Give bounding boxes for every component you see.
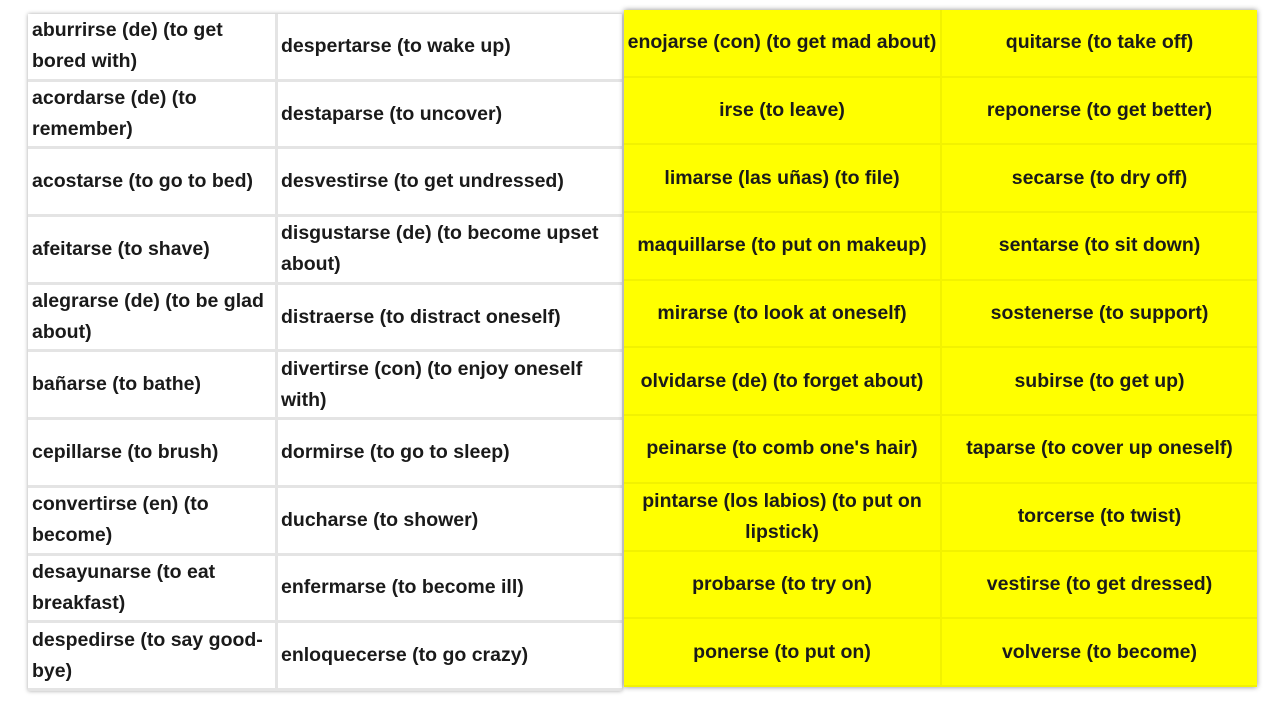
cell-text: aburrirse (de) (to get bored with) bbox=[32, 19, 223, 73]
cell-text: acordarse (de) (to remember) bbox=[32, 87, 197, 141]
cell-text: enfermarse (to become ill) bbox=[281, 576, 524, 599]
table-cell bbox=[942, 145, 1257, 213]
cell-text: enloquecerse (to go crazy) bbox=[281, 644, 529, 667]
table-cell bbox=[624, 484, 942, 552]
cell-text: despedirse (to say good-bye) bbox=[32, 628, 263, 682]
cell-text: cepillarse (to brush) bbox=[32, 440, 219, 463]
table-cell bbox=[278, 285, 622, 353]
cell-text: despertarse (to wake up) bbox=[281, 34, 511, 57]
table-cell bbox=[28, 556, 278, 624]
table-cell bbox=[28, 285, 278, 353]
cell-text: sentarse (to sit down) bbox=[998, 234, 1201, 257]
cell-text: pintarse (los labios) (to put on lipstick) bbox=[642, 489, 922, 543]
cell-text: mirarse (to look at oneself) bbox=[657, 302, 907, 325]
cell-text: desvestirse (to get undressed) bbox=[281, 170, 564, 193]
table-cell bbox=[942, 10, 1257, 78]
table-cell bbox=[624, 281, 942, 349]
table-cell bbox=[942, 78, 1257, 146]
cell-text: convertirse (en) (to become) bbox=[32, 493, 209, 547]
table-cell bbox=[28, 82, 278, 150]
cell-text: taparse (to cover up oneself) bbox=[966, 437, 1233, 460]
cell-text: torcerse (to twist) bbox=[1017, 505, 1182, 528]
cell-text: enojarse (con) (to get mad about) bbox=[627, 31, 937, 54]
cell-text: ponerse (to put on) bbox=[693, 640, 871, 663]
table-cell bbox=[28, 217, 278, 285]
table-cell bbox=[278, 488, 622, 556]
cell-text: desayunarse (to eat breakfast) bbox=[32, 560, 216, 614]
cell-text: quitarse (to take off) bbox=[1005, 31, 1194, 54]
table-cell bbox=[278, 352, 622, 420]
reflexive-verbs-table-left bbox=[28, 14, 622, 691]
table-cell bbox=[28, 488, 278, 556]
table-cell bbox=[942, 348, 1257, 416]
cell-text: irse (to leave) bbox=[719, 99, 845, 122]
table-cell bbox=[278, 14, 622, 82]
cell-text: maquillarse (to put on makeup) bbox=[637, 234, 927, 257]
table-cell bbox=[942, 552, 1257, 620]
table-cell bbox=[278, 82, 622, 150]
cell-text: ducharse (to shower) bbox=[281, 508, 479, 531]
table-cell bbox=[278, 556, 622, 624]
cell-text: acostarse (to go to bed) bbox=[32, 170, 254, 193]
table-cell bbox=[624, 78, 942, 146]
cell-text: alegrarse (de) (to be glad about) bbox=[32, 290, 264, 344]
table-cell bbox=[28, 149, 278, 217]
cell-text: volverse (to become) bbox=[1001, 640, 1198, 663]
table-cell bbox=[28, 14, 278, 82]
cell-text: reponerse (to get better) bbox=[986, 99, 1213, 122]
cell-text: limarse (las uñas) (to file) bbox=[664, 166, 900, 189]
table-cell bbox=[624, 10, 942, 78]
table-cell bbox=[624, 145, 942, 213]
cell-text: divertirse (con) (to enjoy oneself with) bbox=[281, 357, 583, 411]
table-cell bbox=[278, 623, 622, 691]
cell-text: subirse (to get up) bbox=[1014, 369, 1185, 392]
table-cell bbox=[28, 420, 278, 488]
table-cell bbox=[28, 352, 278, 420]
table-cell bbox=[624, 213, 942, 281]
table-cell bbox=[942, 416, 1257, 484]
cell-text: probarse (to try on) bbox=[692, 572, 872, 595]
reflexive-verbs-table-right bbox=[624, 10, 1257, 687]
cell-text: vestirse (to get dressed) bbox=[986, 572, 1213, 595]
table-cell bbox=[278, 420, 622, 488]
table-cell bbox=[278, 149, 622, 217]
table-cell bbox=[28, 623, 278, 691]
table-cell bbox=[624, 552, 942, 620]
cell-text: dormirse (to go to sleep) bbox=[281, 440, 510, 463]
cell-text: distraerse (to distract oneself) bbox=[281, 305, 561, 328]
table-cell bbox=[942, 484, 1257, 552]
cell-text: peinarse (to comb one's hair) bbox=[646, 437, 918, 460]
cell-text: sostenerse (to support) bbox=[990, 302, 1209, 325]
cell-text: secarse (to dry off) bbox=[1011, 166, 1188, 189]
table-cell bbox=[278, 217, 622, 285]
cell-text: afeitarse (to shave) bbox=[32, 237, 210, 260]
table-cell bbox=[942, 619, 1257, 687]
cell-text: olvidarse (de) (to forget about) bbox=[640, 369, 924, 392]
cell-text: disgustarse (de) (to become upset about) bbox=[281, 222, 599, 276]
cell-text: destaparse (to uncover) bbox=[281, 102, 503, 125]
table-cell bbox=[624, 348, 942, 416]
table-cell bbox=[942, 281, 1257, 349]
table-cell bbox=[624, 619, 942, 687]
table-cell bbox=[942, 213, 1257, 281]
cell-text: bañarse (to bathe) bbox=[32, 373, 202, 396]
table-cell bbox=[624, 416, 942, 484]
